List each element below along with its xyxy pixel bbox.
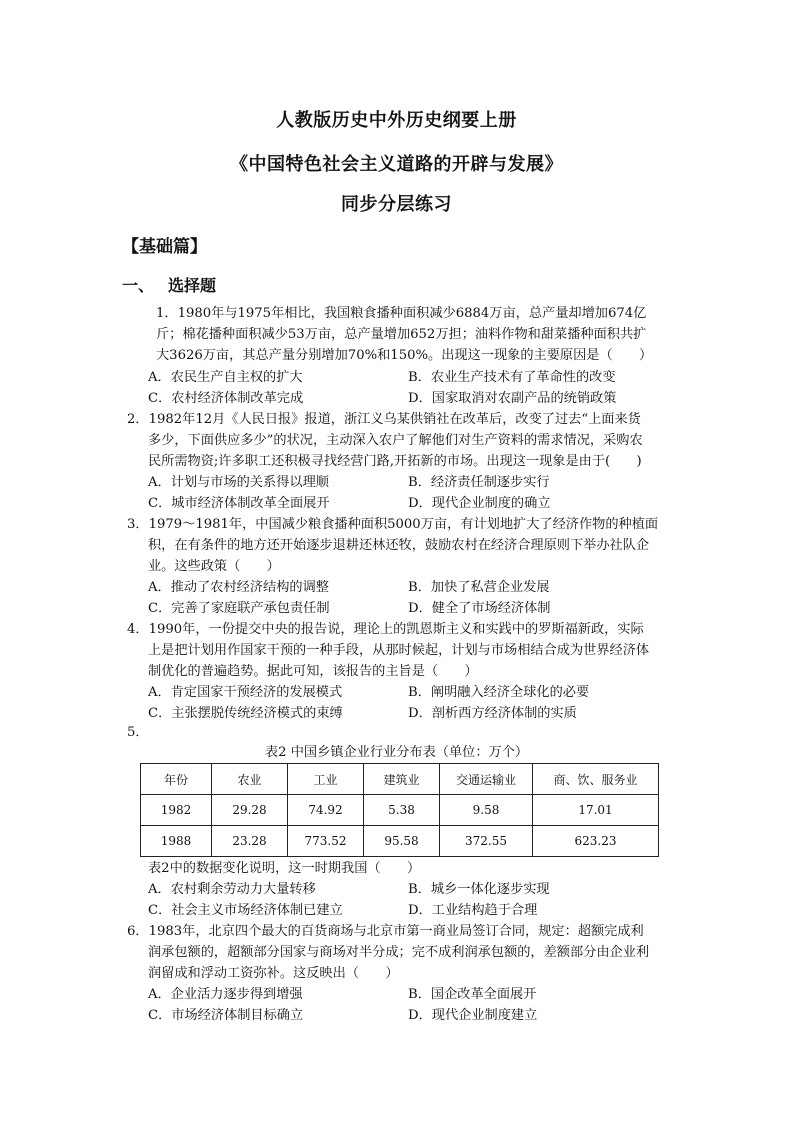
question-1-line: 1．1980年与1975年相比，我国粮食播种面积减少6884万亩，总产量却增加674亿 [156,306,647,321]
table-header-cell: 工业 [288,764,364,795]
option-d[interactable]: D．剖析西方经济体制的实质 [408,706,577,721]
question-4-line: 4．1990年，一份提交中央的报告说，理论上的凯恩斯主义和实践中的罗斯福新政，实际 [127,622,644,637]
option-c[interactable]: C．社会主义市场经济体制已建立 [148,903,343,918]
table-header-cell: 建筑业 [364,764,440,795]
option-c[interactable]: C．农村经济体制改革完成 [148,391,304,406]
table-row [141,826,659,857]
option-d[interactable]: D．现代企业制度建立 [408,1008,538,1023]
doc-title-2: 《中国特色社会主义道路的开辟与发展》 [230,154,563,175]
table-cell: 74.92 [288,795,364,826]
question-3 [127,514,658,577]
question-2-line: 2．1982年12月《人民日报》报道，浙江义乌某供销社在改革后，改变了过去“上面来货 [127,412,641,427]
option-c[interactable]: C．主张摆脱传统经济模式的束缚 [148,706,343,721]
question-2-line: 多少，下面供应多少”的状况，主动深入农户了解他们对生产资料的需求情况，采购农 [148,433,643,448]
table-header-row [141,764,659,795]
table-cell: 29.28 [212,795,288,826]
township-enterprise-table [140,763,659,857]
option-b[interactable]: B．国企改革全面展开 [408,987,537,1002]
option-b[interactable]: B．加快了私营企业发展 [408,580,550,595]
option-c[interactable]: C．城市经济体制改革全面展开 [148,496,330,511]
section-choice-number: 一、 [122,276,155,295]
question-1-line: 大3626万亩，其总产量分别增加70%和150%。出现这一现象的主要原因是（ ） [156,348,653,363]
option-a[interactable]: A．推动了农村经济结构的调整 [148,580,329,595]
option-d[interactable]: D．国家取消对农副产品的统销政策 [408,391,617,406]
option-b[interactable]: B．农业生产技术有了革命性的改变 [408,370,616,385]
question-6-line: 润留成和浮动工资弥补。这反映出（ ） [148,966,399,981]
section-basic-heading: 【基础篇】 [122,237,207,257]
question-1 [140,303,652,366]
table-cell: 23.28 [212,826,288,857]
option-a[interactable]: A．农民生产自主权的扩大 [148,370,303,385]
table-header-cell: 商、饮、服务业 [533,764,659,795]
question-2 [127,409,643,472]
question-3-line: 积，在有条件的地方还开始逐步退耕还林还牧，鼓励农村在经济合理原则下举办社队企 [148,538,650,553]
question-4-line: 上是把计划用作国家干预的一种手段，从那时候起，计划与市场相结合成为世界经济体 [148,643,650,658]
table-header-cell: 年份 [141,764,212,795]
table-cell: 623.23 [533,826,659,857]
question-2-line: 民所需物资;许多职工还积极寻找经营门路,开拓新的市场。出现这一现象是由于( ) [148,454,642,469]
table-caption: 表2 中国乡镇企业行业分布表（单位：万个） [264,745,529,760]
doc-title-1: 人教版历史中外历史纲要上册 [276,110,517,131]
question-3-line: 业。这些政策（ ） [148,559,280,574]
question-6-line: 润承包额的，超额部分国家与商场对半分成；完不成利润承包额的，差额部分由企业利 [148,945,650,960]
table-row [141,795,659,826]
question-1-line: 斤；棉花播种面积减少53万亩，总产量增加652万担；油料作物和甜菜播种面积共扩 [156,327,647,342]
option-d[interactable]: D．健全了市场经济体制 [408,601,551,616]
table-header-cell: 农业 [212,764,288,795]
question-6 [127,921,649,984]
question-6-line: 6．1983年，北京四个最大的百货商场与北京市第一商业局签订合同，规定：超额完成利 [127,924,644,939]
section-choice-heading: 选择题 [168,276,217,295]
table-cell: 95.58 [364,826,440,857]
table-cell: 773.52 [288,826,364,857]
option-c[interactable]: C．市场经济体制目标确立 [148,1008,304,1023]
question-5-stem: 表2中的数据变化说明，这一时期我国（ ） [148,861,421,876]
question-3-line: 3．1979～1981年，中国减少粮食播种面积5000万亩，有计划地扩大了经济作物的种植面 [127,517,659,532]
question-4 [127,619,649,682]
table-cell: 17.01 [533,795,659,826]
table-header-cell: 交通运输业 [440,764,533,795]
option-a[interactable]: A．农村剩余劳动力大量转移 [148,882,316,897]
table-cell: 9.58 [440,795,533,826]
question-5-number: 5． [127,725,149,740]
option-a[interactable]: A．企业活力逐步得到增强 [148,987,303,1002]
option-a[interactable]: A．计划与市场的关系得以理顺 [148,475,329,490]
option-b[interactable]: B．城乡一体化逐步实现 [408,882,550,897]
option-b[interactable]: B．经济责任制逐步实行 [408,475,550,490]
doc-title-3: 同步分层练习 [341,194,452,215]
option-d[interactable]: D．现代企业制度的确立 [408,496,551,511]
option-b[interactable]: B．阐明融入经济全球化的必要 [408,685,590,700]
option-d[interactable]: D．工业结构趋于合理 [408,903,538,918]
option-a[interactable]: A．肯定国家干预经济的发展模式 [148,685,343,700]
table-cell: 1982 [141,795,212,826]
table-cell: 372.55 [440,826,533,857]
table-cell: 5.38 [364,795,440,826]
option-c[interactable]: C．完善了家庭联产承包责任制 [148,601,330,616]
table-cell: 1988 [141,826,212,857]
question-4-line: 制优化的普遍趋势。据此可知，该报告的主旨是（ ） [148,664,478,679]
